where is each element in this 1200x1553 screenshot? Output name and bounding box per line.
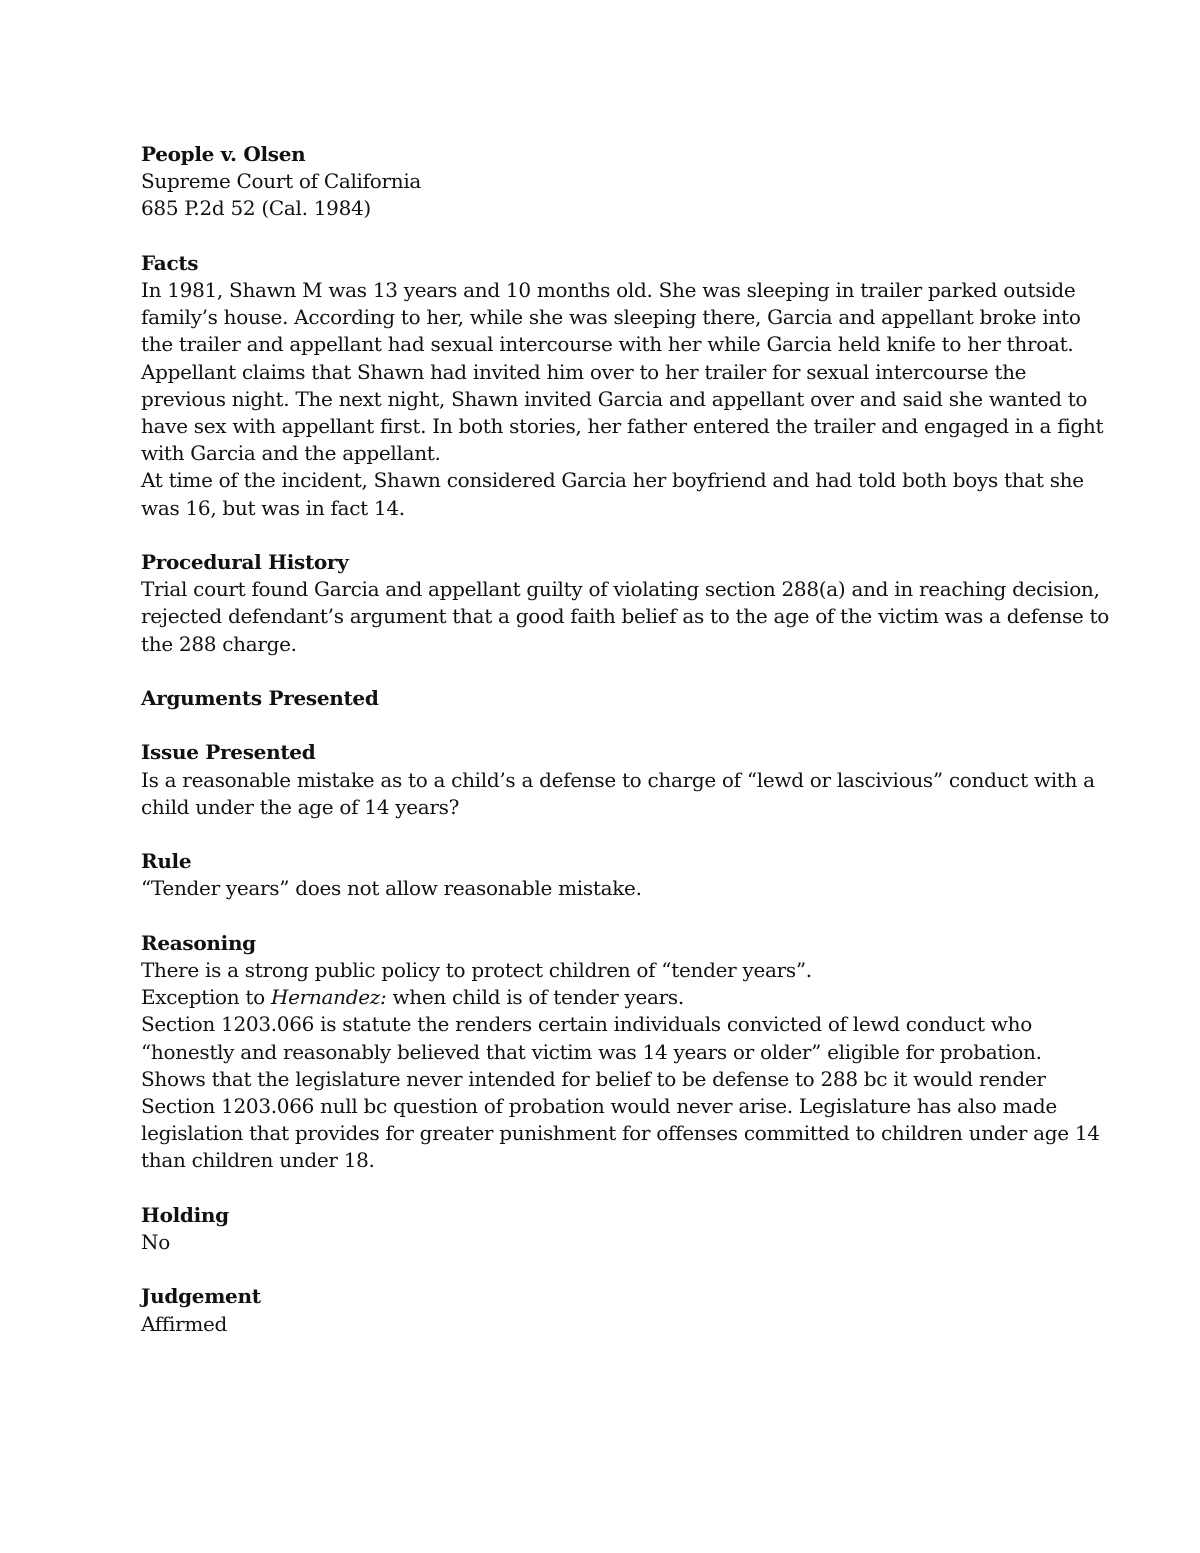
judgement-text: Affirmed (141, 1311, 228, 1336)
spacer (141, 223, 1071, 250)
spacer (141, 821, 1071, 848)
rule-line: “Tender years” does not allow reasonable mistake. (141, 876, 642, 901)
rule-heading: Rule (141, 849, 192, 874)
issue-line: Is a reasonable mistake as to a child’s a defense to charge of “lewd or lascivious” conduct with a (141, 767, 1095, 792)
facts-line: In 1981, Shawn M was 13 years and 10 months old. She was sleeping in trailer parked outside (141, 278, 1076, 302)
judgement-heading: Judgement (141, 1284, 261, 1309)
hernandez-case-name: Hernandez: (270, 985, 387, 1010)
reasoning-exception-prefix: Exception to (141, 985, 271, 1010)
reasoning-line: Section 1203.066 is statute the renders certain individuals convicted of lewd conduct who (141, 1012, 1032, 1037)
spacer (141, 1175, 1071, 1202)
facts-line: Appellant claims that Shawn had invited him over to her trailer for sexual intercourse the (141, 359, 1027, 384)
reasoning-heading: Reasoning (141, 930, 256, 955)
spacer (141, 522, 1071, 549)
procedural-history-line: the 288 charge. (141, 631, 297, 656)
issue-heading: Issue Presented (141, 740, 316, 765)
facts-line: have sex with appellant first. In both stories, her father entered the trailer and engaged in a fight (141, 414, 1104, 439)
spacer (141, 658, 1071, 685)
spacer (141, 1256, 1071, 1283)
reasoning-line: than children under 18. (141, 1148, 375, 1173)
procedural-history-line: Trial court found Garcia and appellant guilty of violating section 288(a) and in reaching decision, (141, 577, 1100, 602)
reasoning-line: Section 1203.066 null bc question of probation would never arise. Legislature has also made (141, 1094, 1057, 1119)
facts-line: was 16, but was in fact 14. (141, 495, 405, 520)
issue-line: child under the age of 14 years? (141, 794, 459, 819)
holding-heading: Holding (141, 1202, 229, 1227)
citation: 685 P.2d 52 (Cal. 1984) (141, 196, 371, 221)
facts-heading: Facts (141, 250, 199, 275)
spacer (141, 712, 1071, 739)
case-name: People v. Olsen (141, 142, 306, 166)
case-brief-document (141, 141, 1109, 1338)
facts-line: family’s house. According to her, while she was sleeping there, Garcia and appellant broke into (141, 305, 1081, 330)
reasoning-line: Shows that the legislature never intended for belief to be defense to 288 bc it would render (141, 1066, 1046, 1091)
holding-text: No (141, 1230, 170, 1255)
procedural-history-heading: Procedural History (141, 550, 349, 575)
reasoning-line: There is a strong public policy to protect children of “tender years”. (141, 958, 812, 982)
reasoning-line: legislation that provides for greater punishment for offenses committed to children under age 14 (141, 1121, 1100, 1146)
facts-line: the trailer and appellant had sexual intercourse with her while Garcia held knife to her throat. (141, 332, 1074, 357)
facts-line: with Garcia and the appellant. (141, 441, 441, 466)
reasoning-line: “honestly and reasonably believed that victim was 14 years or older” eligible for probation. (141, 1039, 1042, 1064)
facts-line: At time of the incident, Shawn considered Garcia her boyfriend and had told both boys that she (141, 468, 1084, 493)
facts-line: previous night. The next night, Shawn invited Garcia and appellant over and said she wanted to (141, 386, 1088, 411)
procedural-history-line: rejected defendant’s argument that a good faith belief as to the age of the victim was a defense to (141, 604, 1109, 629)
arguments-heading: Arguments Presented (141, 686, 379, 711)
court-name: Supreme Court of California (141, 169, 422, 194)
reasoning-line-exception (141, 984, 1071, 1011)
reasoning-exception-suffix: when child is of tender years. (386, 985, 684, 1010)
spacer (141, 903, 1071, 930)
